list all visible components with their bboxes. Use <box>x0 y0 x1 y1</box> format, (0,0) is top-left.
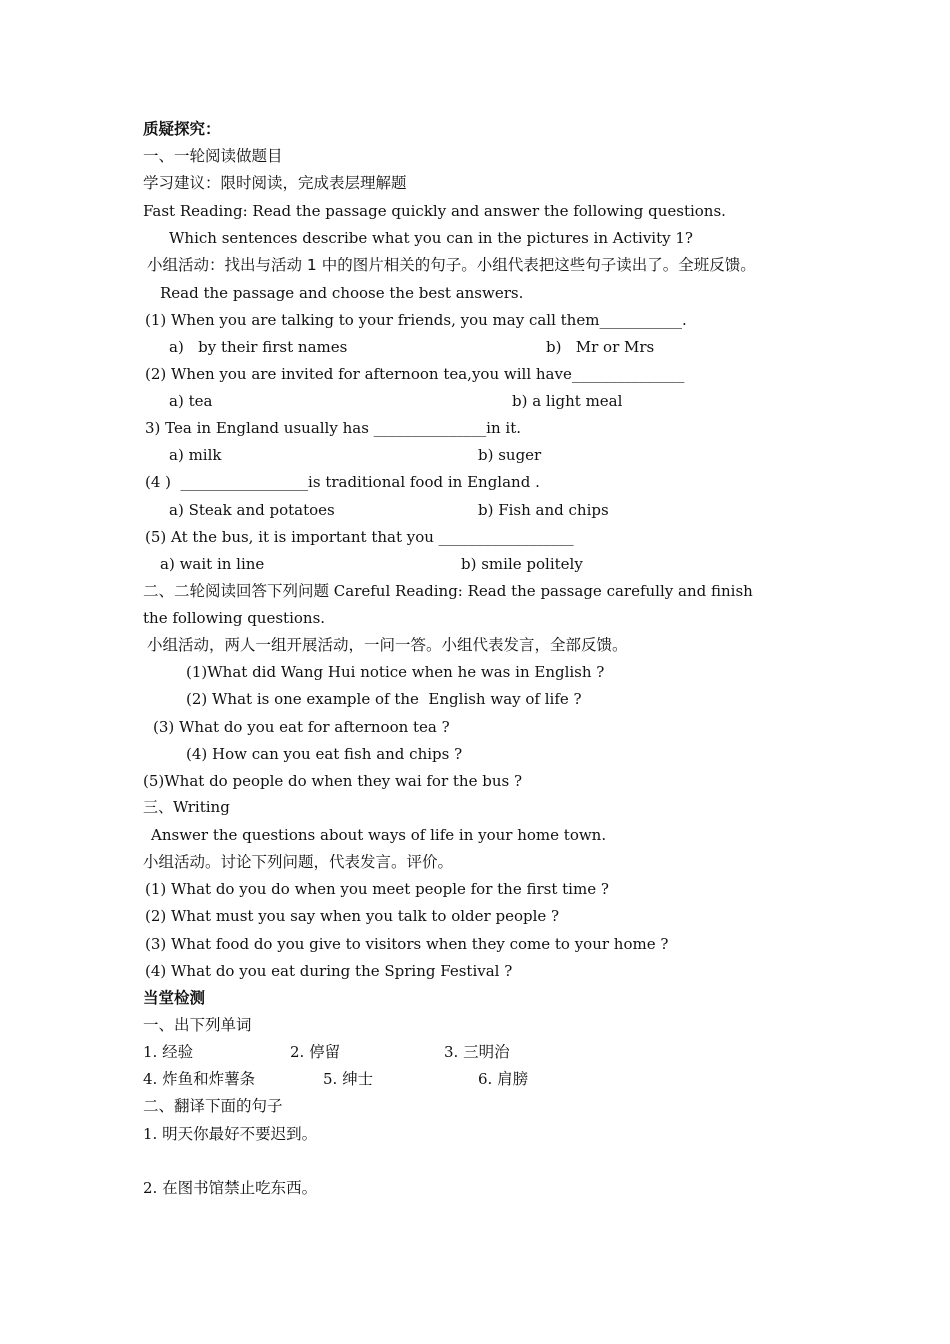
word-text: 绅士 <box>342 1070 374 1088</box>
mc-question-4: (4 ) _________________is traditional food in England . <box>145 473 540 491</box>
mc-option-2b: b) a light meal <box>512 392 623 410</box>
word-text: 肩膀 <box>497 1070 529 1088</box>
mc-option-1a: a) by their first names <box>169 338 348 356</box>
careful-reading-instruction: Careful Reading: Read the passage carefully and finish <box>329 582 753 600</box>
test-part2-title: 二、翻译下面的句子 <box>143 1097 283 1115</box>
mc-option-5a: a) wait in line <box>160 555 265 573</box>
word-text: 经验 <box>162 1043 194 1061</box>
word-item-6 <box>478 1069 528 1089</box>
word-item-2 <box>290 1042 340 1062</box>
reading-question-1: (1)What did Wang Hui notice when he was in English ? <box>186 663 605 681</box>
test-part1-title: 一、出下列单词 <box>143 1016 252 1034</box>
mc-option-1b: b) Mr or Mrs <box>546 338 655 356</box>
mc-option-4b: b) Fish and chips <box>478 501 609 519</box>
mc-question-2: (2) When you are invited for afternoon tea,you will have_______________ <box>145 365 685 383</box>
word-number: 2. <box>290 1043 305 1061</box>
mc-option-2a: a) tea <box>169 392 213 410</box>
writing-question-4: (4) What do you eat during the Spring Festival ? <box>145 962 513 980</box>
mc-option-3b: b) suger <box>478 446 542 464</box>
test-heading: 当堂检测 <box>143 989 206 1007</box>
word-number: 6. <box>478 1070 493 1088</box>
careful-reading-continuation: the following questions. <box>143 609 326 627</box>
study-advice: 学习建议：限时阅读，完成表层理解题 <box>143 174 407 192</box>
word-text: 三明治 <box>463 1043 510 1061</box>
sentence-text: 明天你最好不要迟到。 <box>162 1125 318 1143</box>
sentence-number: 2. <box>143 1179 158 1197</box>
word-item-5 <box>323 1069 373 1089</box>
choose-instruction: Read the passage and choose the best answers. <box>160 284 524 302</box>
group-activity-1: 小组活动：找出与活动 1 中的图片相关的句子。小组代表把这些句子读出了。全班反馈。 <box>147 256 756 274</box>
mc-option-4a: a) Steak and potatoes <box>169 501 335 519</box>
translate-sentence-2 <box>143 1178 317 1198</box>
group-activity-2: 小组活动，两人一组开展活动，一问一答。小组代表发言，全部反馈。 <box>147 636 628 654</box>
part3-title: 三、Writing <box>143 798 230 816</box>
mc-option-3a: a) milk <box>169 446 222 464</box>
inquiry-heading: 质疑探究： <box>143 120 221 138</box>
which-sentences-question: Which sentences describe what you can in the pictures in Activity 1? <box>169 229 693 247</box>
reading-question-5: (5)What do people do when they wai for the bus ? <box>143 772 523 790</box>
group-activity-3: 小组活动。讨论下列问题，代表发言。评价。 <box>143 853 454 871</box>
word-number: 4. <box>143 1070 158 1088</box>
word-number: 5. <box>323 1070 338 1088</box>
word-text: 炸鱼和炸薯条 <box>162 1070 256 1088</box>
mc-question-3: 3) Tea in England usually has _______________in it. <box>145 419 521 437</box>
reading-question-4: (4) How can you eat fish and chips ? <box>186 745 463 763</box>
sentence-text: 在图书馆禁止吃东西。 <box>162 1179 318 1197</box>
part2-title: 二、二轮阅读回答下列问题 <box>143 582 330 600</box>
mc-question-5: (5) At the bus, it is important that you __________________ <box>145 528 574 546</box>
word-number: 3. <box>444 1043 459 1061</box>
fast-reading-instruction: Fast Reading: Read the passage quickly and answer the following questions. <box>143 202 726 220</box>
word-item-1 <box>143 1042 193 1062</box>
mc-option-5b: b) smile politely <box>461 555 583 573</box>
sentence-number: 1. <box>143 1125 158 1143</box>
reading-question-3: (3) What do you eat for afternoon tea ? <box>153 718 450 736</box>
word-text: 停留 <box>309 1043 341 1061</box>
writing-instruction: Answer the questions about ways of life in your home town. <box>151 826 607 844</box>
word-item-3 <box>444 1042 510 1062</box>
writing-question-1: (1) What do you do when you meet people for the first time ? <box>145 880 609 898</box>
writing-question-2: (2) What must you say when you talk to older people ? <box>145 907 560 925</box>
translate-sentence-1 <box>143 1124 317 1144</box>
word-item-4 <box>143 1069 255 1089</box>
part2-line <box>143 581 753 601</box>
writing-question-3: (3) What food do you give to visitors when they come to your home ? <box>145 935 669 953</box>
word-number: 1. <box>143 1043 158 1061</box>
reading-question-2: (2) What is one example of the English way of life ? <box>186 690 582 708</box>
part1-title: 一、一轮阅读做题目 <box>143 147 283 165</box>
mc-question-1: (1) When you are talking to your friends, you may call them___________. <box>145 311 687 329</box>
